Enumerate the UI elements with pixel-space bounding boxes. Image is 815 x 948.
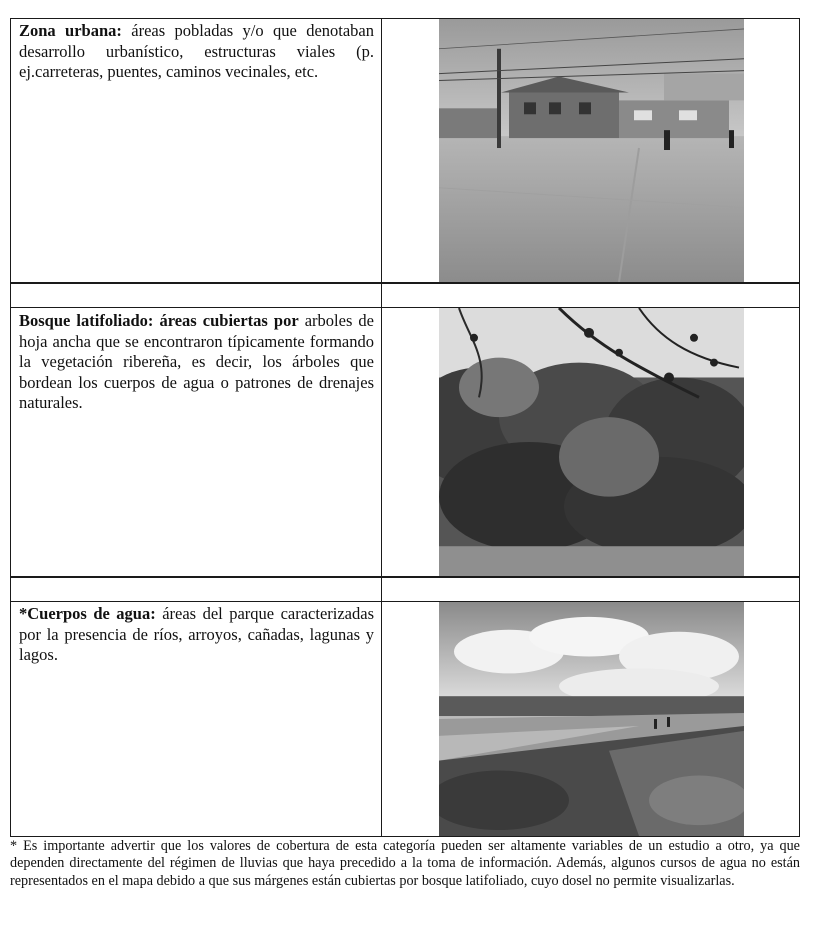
term-description: áreas pobladas y/o que denotaban desarrollo urbanístico, estructuras viales (p. ej.carreteras, puentes, caminos vecinales, etc. xyxy=(19,21,375,81)
column-divider xyxy=(381,308,382,576)
urban-street-image xyxy=(439,19,744,282)
table-row-cuerpos-de-agua xyxy=(10,601,800,837)
row-text xyxy=(19,21,374,83)
row-text xyxy=(19,311,374,414)
term-description: arboles de hoja ancha que se encontraron típicamente formando la vegetación ribereña, es decir, los árboles que bordean los cuerpos de agua o patrones de drenajes naturales. xyxy=(19,311,374,412)
column-divider xyxy=(381,578,382,601)
column-divider xyxy=(381,19,382,282)
row-text xyxy=(19,604,374,666)
table-row-bosque-latifoliado xyxy=(10,307,800,577)
term-label: Bosque latifoliado: áreas cubiertas por xyxy=(19,311,299,330)
broadleaf-forest-image xyxy=(439,308,744,576)
term-description: áreas del parque caracterizadas por la presencia de ríos, arroyos, cañadas, lagunas y lagos. xyxy=(19,604,374,664)
river-image xyxy=(439,602,744,836)
river-photo xyxy=(439,602,744,836)
urban-street-photo xyxy=(439,19,744,282)
column-divider xyxy=(381,602,382,836)
term-label: Zona urbana: xyxy=(19,21,122,40)
term-label: *Cuerpos de agua: xyxy=(19,604,156,623)
column-divider xyxy=(381,284,382,307)
table-spacer-row xyxy=(10,283,800,308)
table-row-zona-urbana xyxy=(10,18,800,283)
broadleaf-forest-photo xyxy=(439,308,744,576)
table-spacer-row xyxy=(10,577,800,602)
footnote: * Es importante advertir que los valores de cobertura de esta categoría pueden ser altamente variables de un estudio a otro, ya que dependen directamente del régimen de lluvias que haya precedido a la toma de información. Además, algunos cursos de agua no están representados en el mapa debido a que sus márgenes están cubiertas por bosque latifoliado, cuyo dosel no permite visualizarlas. xyxy=(10,838,800,889)
